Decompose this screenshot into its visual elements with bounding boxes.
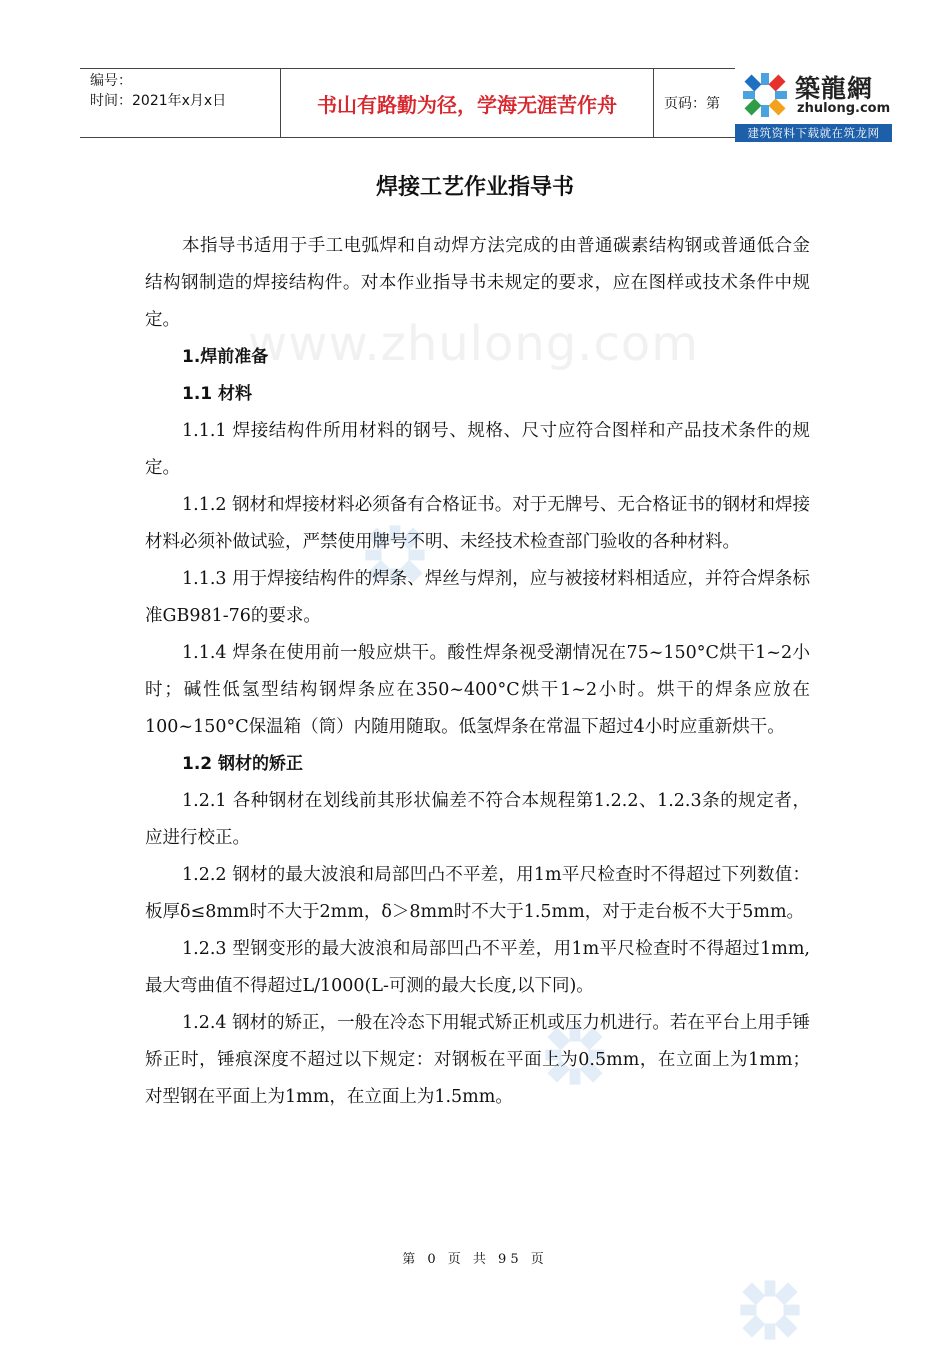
logo-domain: zhulong.com — [797, 101, 891, 116]
logo-chinese-name: 築龍網 — [795, 74, 874, 103]
paragraph-1-2-3: 1.2.3 型钢变形的最大波浪和局部凹凸不平差，用1m平尺检查时不得超过1mm,最大弯曲值不得超过L/1000(L-可测的最大长度,以下同)。 — [145, 939, 810, 996]
paragraph-1-2-2: 1.2.2 钢材的最大波浪和局部凹凸不平差，用1m平尺检查时不得超过下列数值：板厚δ≤8mm时不大于2mm，δ＞8mm时不大于1.5mm，对于走台板不大于5mm。 — [145, 865, 810, 922]
paragraph-1-2-4: 1.2.4 钢材的矫正，一般在冷态下用辊式矫正机或压力机进行。若在平台上用手锤矫正时，锤痕深度不超过以下规定：对钢板在平面上为0.5mm，在立面上为1mm；对型钢在平面上为1mm，在立面上为1.5mm。 — [145, 1013, 810, 1107]
section-heading-1-2: 1.2 钢材的矫正 — [182, 754, 304, 774]
paragraph-1-1-2: 1.1.2 钢材和焊接材料必须备有合格证书。对于无牌号、无合格证书的钢材和焊接材料必须补做试验，严禁使用牌号不明、未经技术检查部门验收的各种材料。 — [145, 495, 810, 552]
header-meta — [80, 69, 280, 137]
section-heading-1-1: 1.1 材料 — [182, 384, 253, 404]
doc-number-label: 编号： — [90, 73, 132, 89]
header-motto: 书山有路勤为径，学海无涯苦作舟 — [280, 69, 654, 137]
paragraph-1-2-1: 1.2.1 各种钢材在划线前其形状偏差不符合本规程第1.2.2、1.2.3条的规定者，应进行校正。 — [145, 791, 810, 848]
header-page-label: 页码：第 — [664, 96, 720, 112]
section-heading-1: 1.焊前准备 — [182, 347, 269, 367]
doc-date-label: 时间：2021年x月x日 — [90, 93, 227, 109]
document-title: 焊接工艺作业指导书 — [375, 175, 574, 200]
paragraph-1-1-4: 1.1.4 焊条在使用前一般应烘干。酸性焊条视受潮情况在75~150°C烘干1~2小时；碱性低氢型结构钢焊条应在350~400°C烘干1~2小时。烘干的焊条应放在100~150°C保温箱（筒）内随用随取。低氢焊条在常温下超过4小时应重新烘干。 — [145, 643, 810, 737]
snowflake-logo-icon — [739, 69, 791, 121]
watermark-text: www.zhulong.com — [248, 316, 700, 372]
paragraph-1-1-1: 1.1.1 焊接结构件所用材料的钢号、规格、尺寸应符合图样和产品技术条件的规定。 — [145, 421, 810, 478]
page-footer: 第 0 页 共 95 页 — [402, 1252, 548, 1267]
document-body — [145, 228, 810, 1116]
logo-slogan: 建筑资料下载就在筑龙网 — [735, 124, 892, 142]
zhulong-logo — [735, 67, 892, 143]
intro-paragraph: 本指导书适用于手工电弧焊和自动焊方法完成的由普通碳素结构钢或普通低合金结构钢制造的焊接结构件。对本作业指导书未规定的要求，应在图样或技术条件中规定。 — [145, 236, 810, 330]
paragraph-1-1-3: 1.1.3 用于焊接结构件的焊条、焊丝与焊剂，应与被接材料相适应，并符合焊条标准GB981-76的要求。 — [145, 569, 810, 626]
watermark-snowflake-icon — [735, 1275, 805, 1345]
